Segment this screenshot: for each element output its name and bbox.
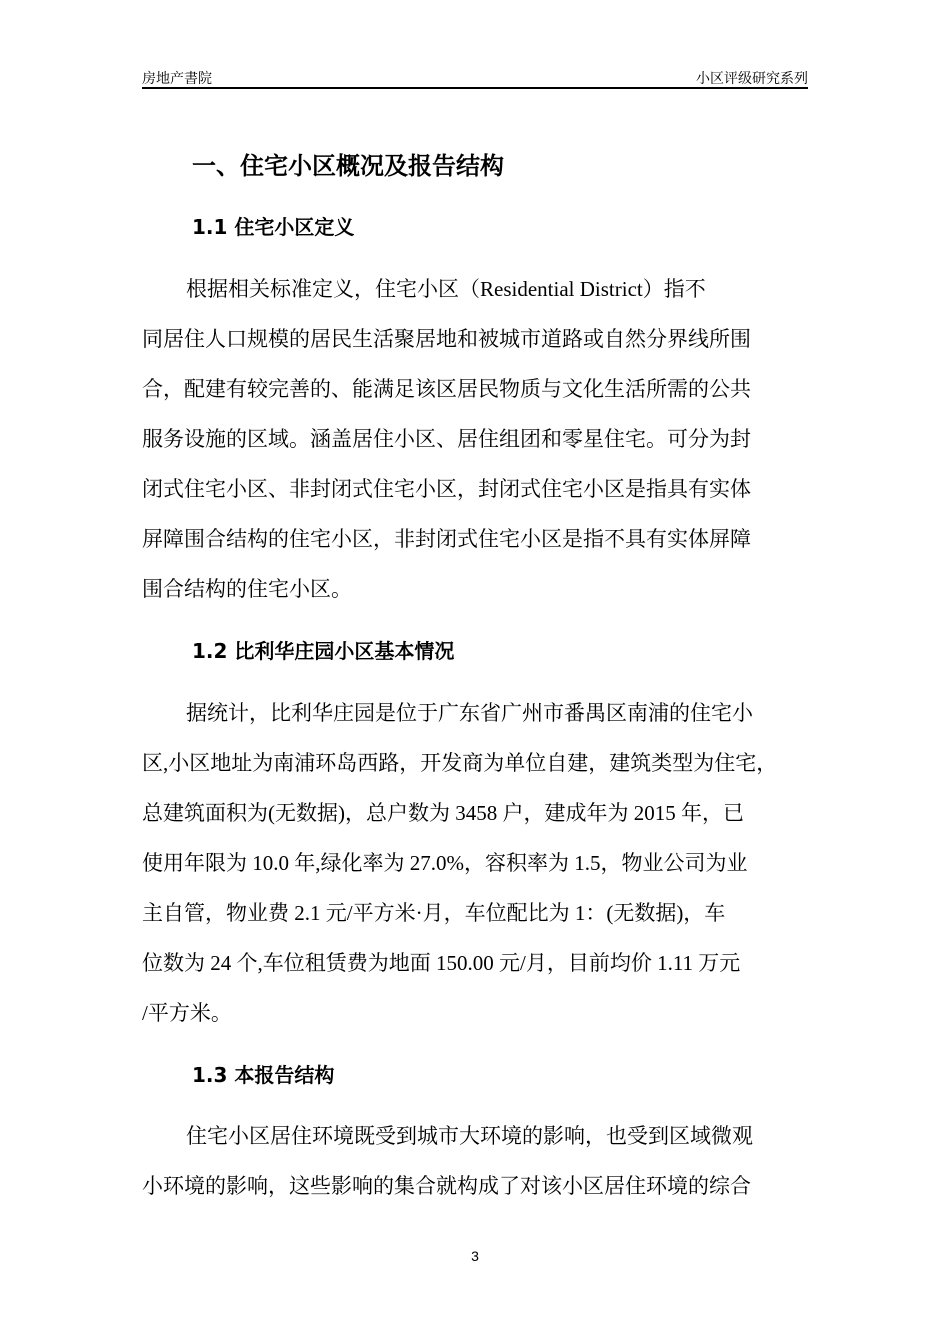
text-line: 围合结构的住宅小区。 xyxy=(142,577,352,601)
text-line: 合，配建有较完善的、能满足该区居民物质与文化生活所需的公共 xyxy=(142,377,751,401)
section-heading-1-3: 1.3 本报告结构 xyxy=(192,1063,335,1087)
text-line: /平方米。 xyxy=(142,1001,232,1025)
text-line: 使用年限为 10.0 年,绿化率为 27.0%，容积率为 1.5，物业公司为业 xyxy=(142,851,748,875)
section-paragraph-1-3 xyxy=(142,1111,812,1211)
text-line: 位数为 24 个,车位租赁费为地面 150.00 元/月，目前均价 1.11 万元 xyxy=(142,951,741,975)
header-left: 房地产書院 xyxy=(142,70,212,86)
text-line: 屏障围合结构的住宅小区，非封闭式住宅小区是指不具有实体屏障 xyxy=(142,527,751,551)
text-line: 住宅小区居住环境既受到城市大环境的影响，也受到区域微观 xyxy=(186,1124,753,1148)
text-line: 区,小区地址为南浦环岛西路，开发商为单位自建，建筑类型为住宅， xyxy=(142,751,778,775)
text-line: 据统计，比利华庄园是位于广东省广州市番禺区南浦的住宅小 xyxy=(186,701,753,725)
text-line: 总建筑面积为(无数据)，总户数为 3458 户，建成年为 2015 年，已 xyxy=(142,801,744,825)
section-paragraph-1-1 xyxy=(142,264,812,614)
header-right: 小区评级研究系列 xyxy=(696,70,808,86)
chapter-title: 一、住宅小区概况及报告结构 xyxy=(192,152,504,180)
text-line: 闭式住宅小区、非封闭式住宅小区，封闭式住宅小区是指具有实体 xyxy=(142,477,751,501)
section-heading-1-1: 1.1 住宅小区定义 xyxy=(192,215,355,239)
text-line: 服务设施的区域。涵盖居住小区、居住组团和零星住宅。可分为封 xyxy=(142,427,751,451)
section-paragraph-1-2 xyxy=(142,688,812,1038)
page-header xyxy=(142,68,808,89)
text-line: 主自管，物业费 2.1 元/平方米·月，车位配比为 1：(无数据)，车 xyxy=(142,901,726,925)
section-heading-1-2: 1.2 比利华庄园小区基本情况 xyxy=(192,639,455,663)
text-line: 同居住人口规模的居民生活聚居地和被城市道路或自然分界线所围 xyxy=(142,327,751,351)
page-number: 3 xyxy=(471,1248,479,1264)
text-line: 小环境的影响，这些影响的集合就构成了对该小区居住环境的综合 xyxy=(142,1174,751,1198)
text-line: 根据相关标准定义，住宅小区（Residential District）指不 xyxy=(186,277,706,301)
